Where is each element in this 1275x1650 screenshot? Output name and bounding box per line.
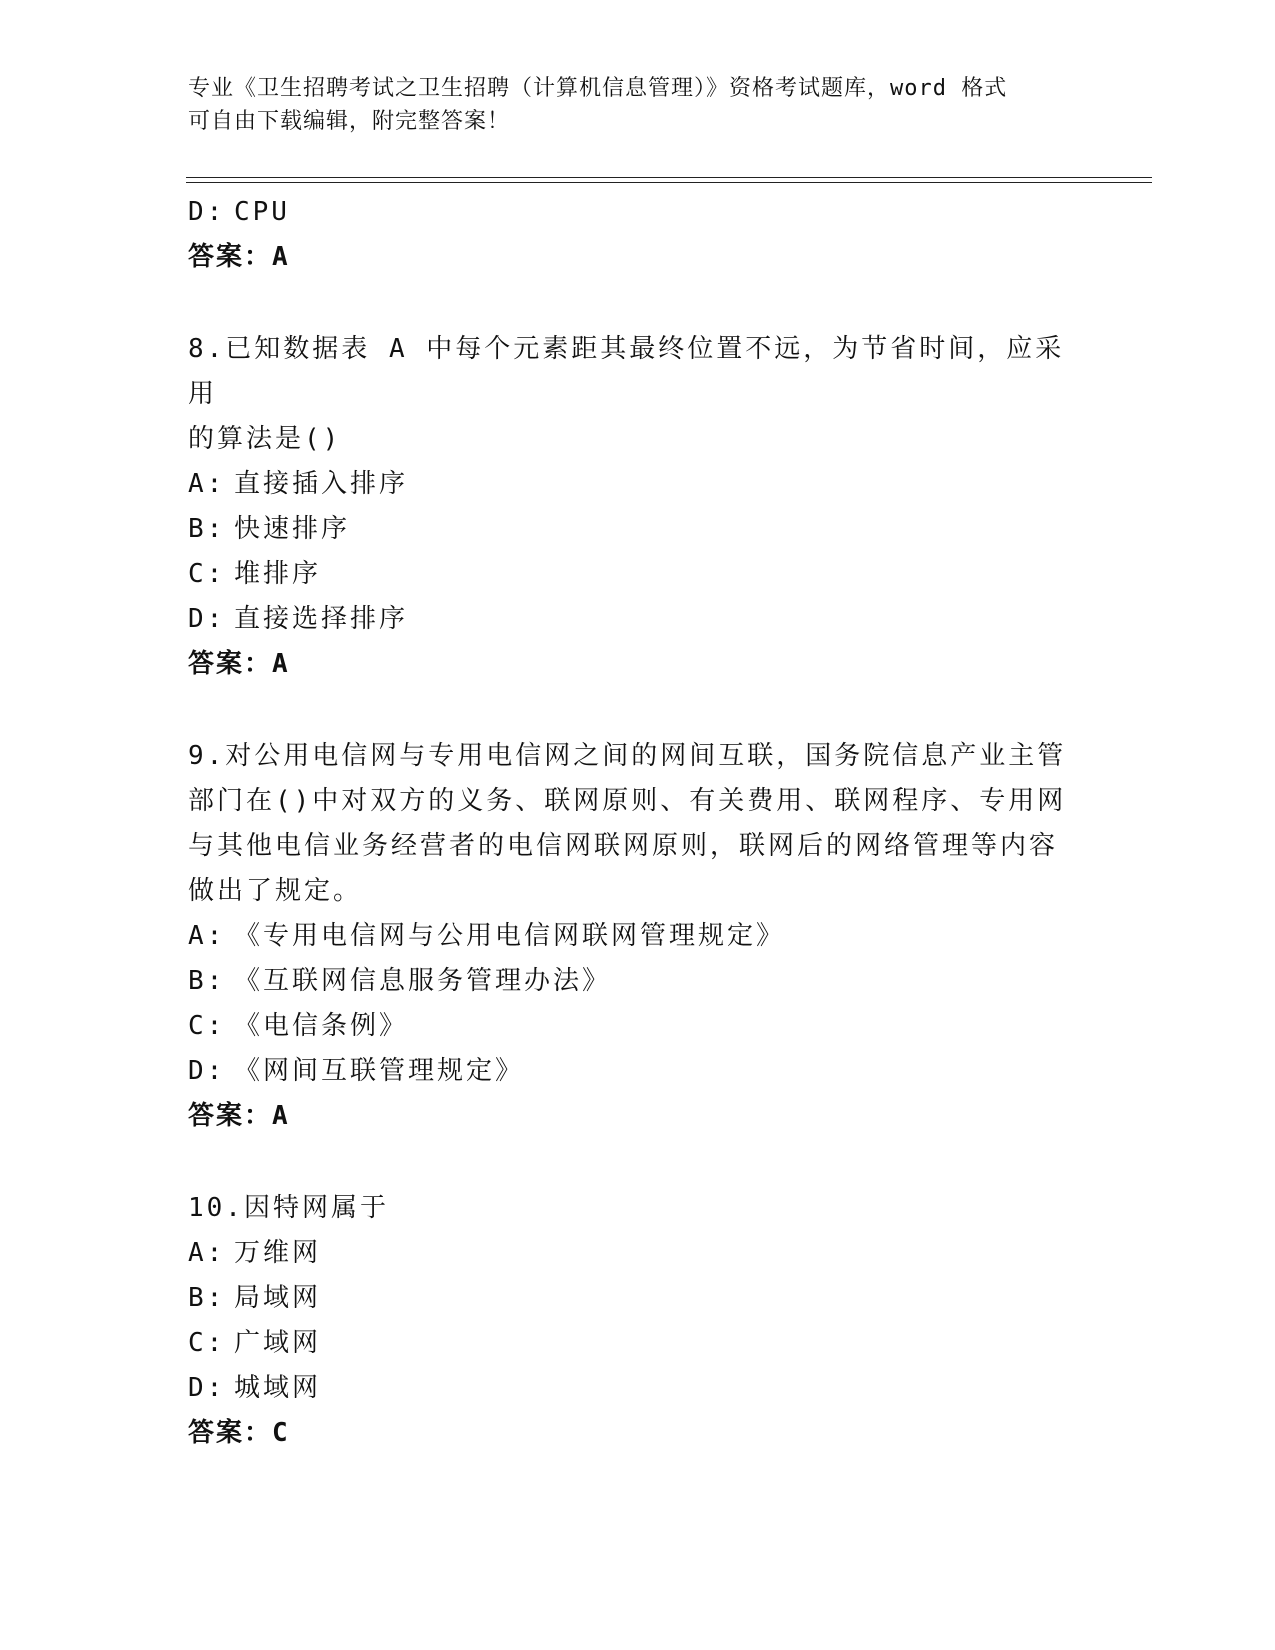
option-b [188, 959, 1068, 1004]
question-10 [188, 1186, 1068, 1456]
question-text-line: 9.对公用电信网与专用电信网之间的网间互联，国务院信息产业主管 [188, 741, 1067, 771]
option-text: 局域网 [234, 1283, 322, 1313]
option-letter: C: [188, 1011, 226, 1041]
option-d [188, 190, 1068, 235]
header-line-1: 专业《卫生招聘考试之卫生招聘（计算机信息管理）》资格考试题库，word 格式 [188, 76, 1008, 101]
question-text-line: 8.已知数据表 A 中每个元素距其最终位置不远，为节省时间，应采用 [188, 334, 1065, 409]
option-text: 广域网 [234, 1328, 322, 1358]
option-text: 城域网 [234, 1373, 322, 1403]
option-letter: D: [188, 1056, 226, 1086]
option-text: 直接插入排序 [234, 469, 409, 499]
option-letter: A: [188, 469, 226, 499]
answer-line: 答案：A [188, 242, 290, 272]
option-b [188, 507, 1068, 552]
answer-line: 答案：A [188, 649, 290, 679]
option-letter: C: [188, 1328, 226, 1358]
question-8 [188, 327, 1068, 687]
option-text: 《专用电信网与公用电信网联网管理规定》 [234, 921, 786, 951]
option-text: 直接选择排序 [234, 604, 409, 634]
option-text: 《互联网信息服务管理办法》 [234, 966, 612, 996]
question-text-line: 与其他电信业务经营者的电信网联网原则，联网后的网络管理等内容 [188, 831, 1059, 861]
option-c [188, 1321, 1068, 1366]
question-text-line: 做出了规定。 [188, 876, 363, 906]
answer-line: 答案：A [188, 1101, 290, 1131]
question-text-line: 的算法是() [188, 424, 342, 454]
question-text-line: 10.因特网属于 [188, 1193, 389, 1223]
option-text: CPU [234, 197, 290, 227]
option-letter: D: [188, 604, 226, 634]
question-content [188, 190, 1068, 1456]
option-letter: B: [188, 1283, 226, 1313]
option-d [188, 597, 1068, 642]
option-letter: C: [188, 559, 226, 589]
option-text: 万维网 [234, 1238, 322, 1268]
option-d [188, 1049, 1068, 1094]
question-text-line: 部门在()中对双方的义务、联网原则、有关费用、联网程序、专用网 [188, 786, 1067, 816]
option-d [188, 1366, 1068, 1411]
option-letter: A: [188, 921, 226, 951]
option-c [188, 552, 1068, 597]
option-a [188, 1231, 1068, 1276]
question-9 [188, 734, 1068, 1139]
option-a [188, 462, 1068, 507]
option-c [188, 1004, 1068, 1049]
option-letter: B: [188, 514, 226, 544]
option-letter: A: [188, 1238, 226, 1268]
option-text: 快速排序 [234, 514, 351, 544]
option-a [188, 914, 1068, 959]
option-letter: D: [188, 197, 226, 227]
option-text: 堆排序 [234, 559, 322, 589]
option-text: 《网间互联管理规定》 [234, 1056, 525, 1086]
option-letter: D: [188, 1373, 226, 1403]
header-rule-top [186, 177, 1152, 178]
header-line-2: 可自由下载编辑，附完整答案！ [188, 109, 511, 134]
option-letter: B: [188, 966, 226, 996]
document-header [188, 72, 1068, 138]
answer-line: 答案：C [188, 1418, 290, 1448]
header-rule-bottom [186, 182, 1152, 183]
option-b [188, 1276, 1068, 1321]
option-text: 《电信条例》 [234, 1011, 409, 1041]
